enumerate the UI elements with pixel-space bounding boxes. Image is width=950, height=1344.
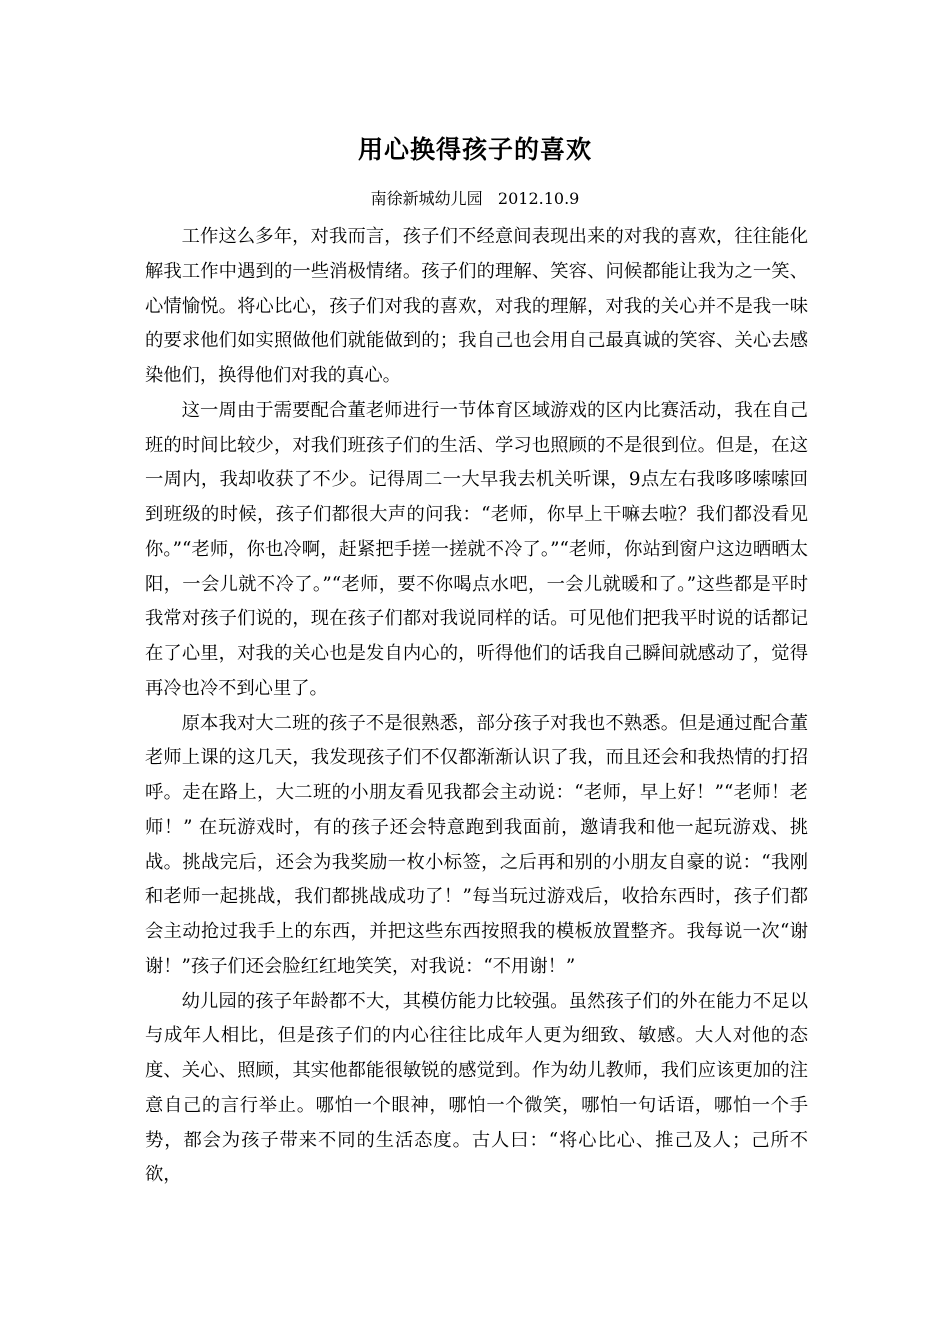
paragraph-3: 原本我对大二班的孩子不是很熟悉，部分孩子对我也不熟悉。但是通过配合董老师上课的这几天，我发现孩子们不仅都渐渐认识了我，而且还会和我热情的打招呼。走在路上，大二班的小朋友看见我都会主动说：“老师，早上好！”“老师！老师！” 在玩游戏时，有的孩子还会特意跑到我面前，邀请我和他一起玩游戏、挑战。挑战完后，还会为我奖励一枚小标签，之后再和别的小朋友自豪的说：“我刚和老师一起挑战，我们都挑战成功了！”每当玩过游戏后，收拾东西时，孩子们都会主动抢过我手上的东西，并把这些东西按照我的模板放置整齐。我每说一次“谢谢！”孩子们还会脸红红地笑笑，对我说：“不用谢！” <box>145 712 808 977</box>
document-body <box>145 220 808 1193</box>
paragraph-1: 工作这么多年，对我而言，孩子们不经意间表现出来的对我的喜欢，往往能化解我工作中遇到的一些消极情绪。孩子们的理解、笑容、问候都能让我为之一笑、心情愉悦。将心比心，孩子们对我的喜欢，对我的理解，对我的关心并不是我一味的要求他们如实照做他们就能做到的；我自己也会用自己最真诚的笑容、关心去感染他们，换得他们对我的真心。 <box>145 226 808 386</box>
page-title: 用心换得孩子的喜欢 <box>357 135 592 164</box>
paragraph-2: 这一周由于需要配合董老师进行一节体育区域游戏的区内比赛活动，我在自己班的时间比较少，对我们班孩子们的生活、学习也照顾的不是很到位。但是，在这一周内，我却收获了不少。记得周二一大早我去机关听课，9点左右我哆哆嗦嗦回到班级的时候，孩子们都很大声的问我：“老师，你早上干嘛去啦？我们都没看见你。”“老师，你也冷啊，赶紧把手搓一搓就不冷了。”“老师，你站到窗户这边晒晒太阳，一会儿就不冷了。”“老师，要不你喝点水吧，一会儿就暖和了。”这些都是平时我常对孩子们说的，现在孩子们都对我说同样的话。可见他们把我平时说的话都记在了心里，对我的关心也是发自内心的，听得他们的话我自己瞬间就感动了，觉得再冷也冷不到心里了。 <box>145 399 808 699</box>
byline: 南徐新城幼儿园 2012.10.9 <box>370 189 580 208</box>
paragraph-4: 幼儿园的孩子年龄都不大，其模仿能力比较强。虽然孩子们的外在能力不足以与成年人相比，但是孩子们的内心往往比成年人更为细致、敏感。大人对他的态度、关心、照顾，其实他都能很敏锐的感觉到。作为幼儿教师，我们应该更加的注意自己的言行举止。哪怕一个眼神，哪怕一个微笑，哪怕一句话语，哪怕一个手势，都会为孩子带来不同的生活态度。古人曰：“将心比心、推己及人；己所不欲， <box>145 990 808 1186</box>
